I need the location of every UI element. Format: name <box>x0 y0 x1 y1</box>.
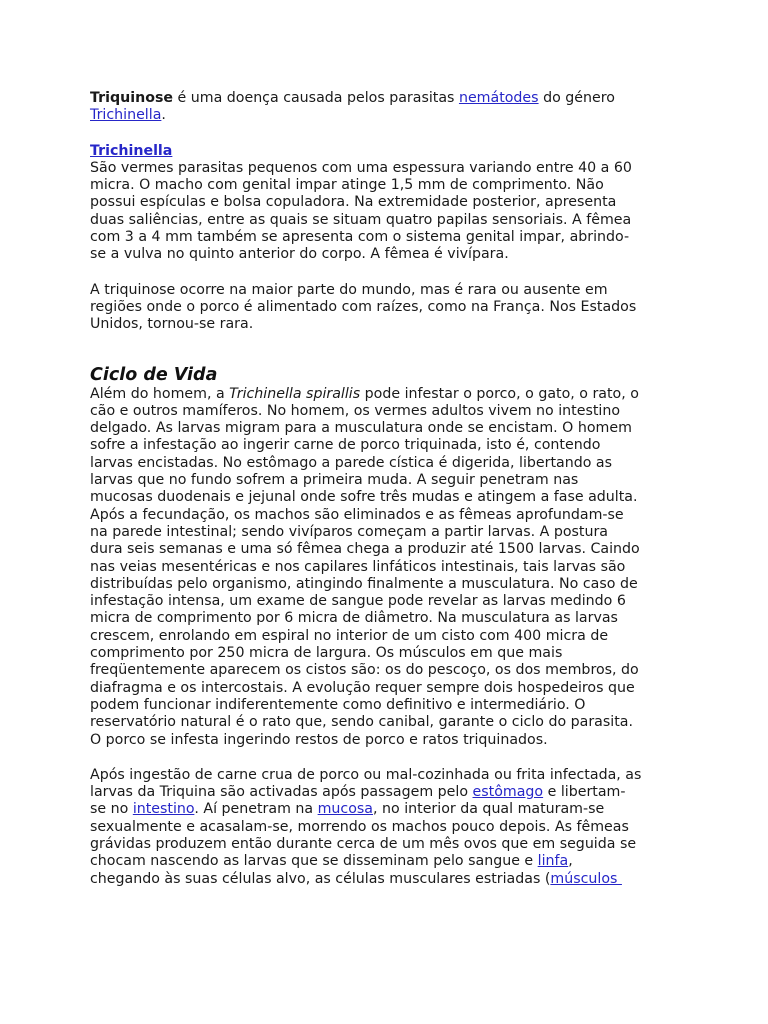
paragraph-line: larvas da Triquina são activadas após passagem pelo estômago e libertam- <box>90 784 626 801</box>
paragraph-line: A triquinose ocorre na maior parte do mundo, mas é rara ou ausente em <box>90 281 608 298</box>
paragraph-line: podem funcionar indiferentemente como definitivo e intermediário. O <box>90 696 586 713</box>
intro-period: . <box>161 107 166 124</box>
link-linfa[interactable]: linfa <box>537 853 569 870</box>
paragraph-line: regiões onde o porco é alimentado com raízes, como na França. Nos Estados <box>90 298 637 315</box>
paragraph-line: larvas que no fundo sofrem a primeira muda. A seguir penetram nas <box>90 472 579 489</box>
intro-text: é uma doença causada pelos parasitas <box>173 90 459 106</box>
species-name: Trichinella spirallis <box>229 385 361 402</box>
paragraph-line: com 3 a 4 mm também se apresenta com o sistema genital impar, abrindo- <box>90 229 630 246</box>
paragraph-line: se no intestino. Aí penetram na mucosa, no interior da qual maturam-se <box>90 801 605 818</box>
paragraph-line: mucosas duodenais e jejunal onde sofre três mudas e atingem a fase adulta. <box>90 489 638 506</box>
intro-line-1 <box>90 90 690 107</box>
paragraph-line: nas veias mesentéricas e nos capilares linfáticos intestinais, tais larvas são <box>90 558 626 575</box>
link-musculos[interactable]: músculos <box>550 870 622 887</box>
trichinella-heading-line <box>90 143 690 160</box>
paragraph-line: chocam nascendo as larvas que se disseminam pelo sangue e linfa, <box>90 853 573 870</box>
intro-paragraph <box>90 90 690 125</box>
paragraph-line: São vermes parasitas pequenos com uma espessura variando entre 40 a 60 <box>90 159 632 176</box>
paragraph-line: cão e outros mamíferos. No homem, os vermes adultos vivem no intestino <box>90 402 621 419</box>
paragraph-line: freqüentemente aparecem os cistos são: os do pescoço, os dos membros, do <box>90 662 639 679</box>
paragraph-line: larvas encistadas. No estômago a parede cística é digerida, libertando as <box>90 454 612 471</box>
link-intestino[interactable]: intestino <box>132 801 195 818</box>
paragraph-line: comprimento por 250 micra de largura. Os músculos em que mais <box>90 645 563 662</box>
ciclo-paragraph <box>90 386 690 749</box>
intro-text-2: do género <box>538 90 615 106</box>
section-heading-ciclo: Ciclo de Vida <box>90 364 218 385</box>
document-body <box>90 90 690 888</box>
link-nematodes[interactable]: nemátodes <box>458 90 539 106</box>
paragraph-line: O porco se infesta ingerindo restos de porco e ratos triquinados. <box>90 731 548 748</box>
link-mucosa[interactable]: mucosa <box>317 801 373 818</box>
trichinella-heading-link[interactable]: Trichinella <box>90 142 173 159</box>
paragraph-line: sexualmente e acasalam-se, morrendo os machos pouco depois. As fêmeas <box>90 818 629 835</box>
paragraph-line: Unidos, tornou-se rara. <box>90 316 254 333</box>
trichinella-paragraph <box>90 143 690 264</box>
paragraph-line: Após a fecundação, os machos são eliminados e as fêmeas aprofundam-se <box>90 506 624 523</box>
paragraph-line: Além do homem, a Trichinella spirallis pode infestar o porco, o gato, o rato, o <box>90 385 639 402</box>
paragraph-line: reservatório natural é o rato que, sendo canibal, garante o ciclo do parasita. <box>90 714 633 731</box>
intro-term: Triquinose <box>90 90 174 106</box>
paragraph-line: na parede intestinal; sendo vivíparos começam a partir larvas. A postura <box>90 523 608 540</box>
paragraph-line: delgado. As larvas migram para a musculatura onde se encistam. O homem <box>90 420 632 437</box>
paragraph-line: possui espículas e bolsa copuladora. Na extremidade posterior, apresenta <box>90 194 617 211</box>
link-trichinella[interactable]: Trichinella <box>90 107 162 124</box>
paragraph-line: chegando às suas células alvo, as células musculares estriadas (músculos <box>90 870 622 887</box>
paragraph-line: micra de comprimento por 6 micra de diâmetro. Na musculatura as larvas <box>90 610 618 627</box>
paragraph-line: grávidas produzem então durante cerca de um mês ovos que em seguida se <box>90 835 637 852</box>
paragraph-line: crescem, enrolando em espiral no interior de um cisto com 400 micra de <box>90 627 609 644</box>
paragraph-line: distribuídas pelo organismo, atingindo finalmente a musculatura. No caso de <box>90 575 638 592</box>
paragraph-line: infestação intensa, um exame de sangue pode revelar as larvas medindo 6 <box>90 593 626 610</box>
distribution-paragraph <box>90 282 690 334</box>
intro-line-2 <box>90 107 690 124</box>
paragraph-line: duas saliências, entre as quais se situam quatro papilas sensoriais. A fêmea <box>90 211 632 228</box>
paragraph-line: sofre a infestação ao ingerir carne de porco triquinada, isto é, contendo <box>90 437 601 454</box>
paragraph-line: micra. O macho com genital impar atinge 1,5 mm de comprimento. Não <box>90 177 604 194</box>
paragraph-line: se a vulva no quinto anterior do corpo. A fêmea é vivípara. <box>90 246 509 263</box>
ingestion-paragraph <box>90 767 690 888</box>
paragraph-line: diafragma e os intercostais. A evolução requer sempre dois hospedeiros que <box>90 679 635 696</box>
paragraph-line: Após ingestão de carne crua de porco ou mal-cozinhada ou frita infectada, as <box>90 766 642 783</box>
paragraph-line: dura seis semanas e uma só fêmea chega a produzir até 1500 larvas. Caindo <box>90 541 640 558</box>
link-estomago[interactable]: estômago <box>472 784 544 801</box>
